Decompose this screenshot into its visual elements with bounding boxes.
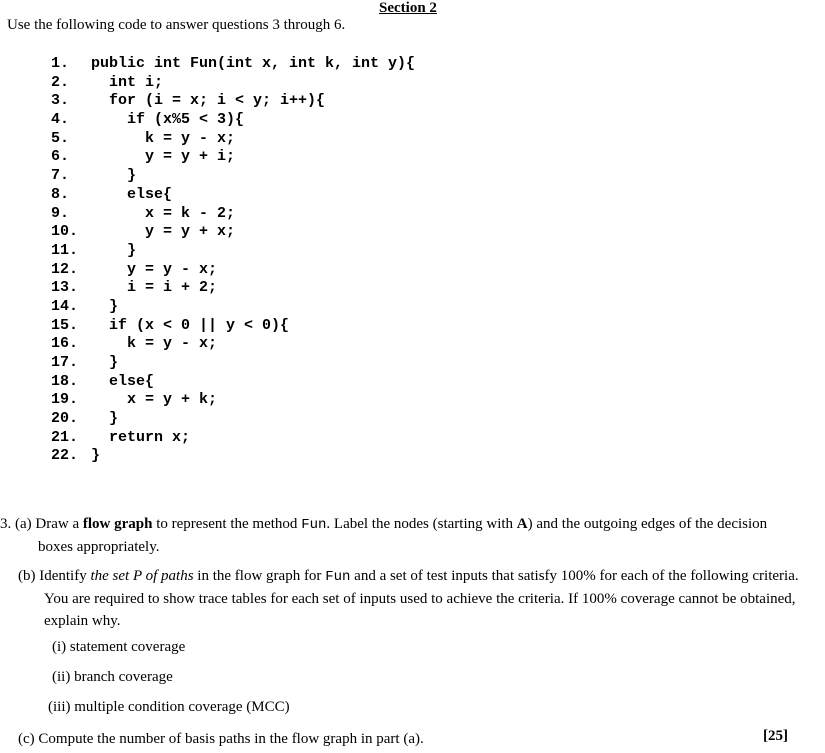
code-line-number: 5. — [51, 129, 70, 147]
code-line-text: k = y - x; — [91, 129, 236, 147]
code-line-text: x = y + k; — [91, 391, 218, 409]
code-line-number: 10. — [51, 223, 79, 241]
code-line-text: if (x < 0 || y < 0){ — [91, 316, 290, 334]
q3b-italic-paths: the set P of paths — [90, 568, 194, 584]
code-line-number: 18. — [51, 372, 79, 390]
code-line-text: for (i = x; i < y; i++){ — [91, 92, 326, 110]
code-line-number: 2. — [51, 73, 70, 91]
question-3b — [18, 565, 818, 632]
code-line-number: 9. — [51, 204, 70, 222]
code-line — [51, 55, 415, 74]
code-line-number: 17. — [51, 354, 79, 371]
code-line-text: i = i + 2; — [91, 279, 218, 297]
question-3a — [0, 513, 805, 558]
q3b-prefix: (b) Identify — [18, 568, 91, 584]
code-line — [51, 242, 415, 261]
code-line — [51, 130, 415, 149]
q3b-suffix: and a set of test inputs that satisfy 100% for each of the following criteria. You are required to show trace tables for each set of inputs used to achieve the criteria. If 100% coverage cannot be obtained, explain why. — [44, 568, 799, 629]
code-line — [51, 373, 415, 392]
code-line-text: int i; — [91, 73, 164, 91]
code-line — [51, 447, 415, 466]
code-line-text: } — [91, 241, 137, 259]
code-line — [51, 317, 415, 336]
code-line-text: else{ — [91, 372, 155, 390]
code-line — [51, 335, 415, 354]
code-line-text: if (x%5 < 3){ — [91, 111, 245, 129]
code-line-text: } — [91, 447, 101, 465]
q3a-bold-flow-graph: flow graph — [82, 516, 153, 532]
code-line-number: 22. — [51, 447, 79, 465]
code-line-number: 7. — [51, 167, 70, 185]
code-line-number: 21. — [51, 428, 79, 446]
code-line-text: y = y + x; — [91, 223, 236, 241]
code-line — [51, 279, 415, 298]
code-line-number: 13. — [51, 279, 79, 297]
code-line-number: 4. — [51, 111, 70, 129]
code-line-number: 6. — [51, 148, 70, 166]
code-line — [51, 167, 415, 186]
q3a-bold-a: A — [516, 516, 528, 532]
code-line-number: 12. — [51, 260, 79, 278]
q3b-item-statement: (i) statement coverage — [52, 639, 186, 655]
q3b-item-branch: (ii) branch coverage — [52, 669, 173, 685]
code-line — [51, 111, 415, 130]
code-line — [51, 148, 415, 167]
code-line-number: 8. — [51, 185, 70, 203]
code-line — [51, 354, 415, 373]
code-line-number: 3. — [51, 92, 70, 110]
code-line-number: 1. — [51, 55, 70, 72]
q3a-method-name: Fun — [301, 517, 327, 533]
code-line-number: 20. — [51, 410, 79, 428]
code-line — [51, 205, 415, 224]
q3b-mid1: in the flow graph for — [193, 568, 326, 584]
code-line-text: public int Fun(int x, int k, int y){ — [91, 55, 416, 72]
intro-text: Use the following code to answer questions 3 through 6. — [7, 17, 346, 33]
q3a-prefix: 3. (a) Draw a — [0, 516, 83, 532]
q3a-suffix: ) and the outgoing edges of the decision boxes appropriately. — [38, 516, 768, 555]
code-line-text: y = y + i; — [91, 148, 236, 166]
code-line — [51, 429, 415, 448]
code-line-text: k = y - x; — [91, 335, 218, 353]
code-line-text: } — [91, 167, 137, 185]
code-line — [51, 223, 415, 242]
code-line — [51, 261, 415, 280]
code-line-text: } — [91, 410, 119, 428]
code-listing — [51, 55, 415, 466]
marks-badge: [25] — [763, 728, 788, 744]
code-line-text: y = y - x; — [91, 260, 218, 278]
code-line — [51, 298, 415, 317]
code-line-number: 19. — [51, 391, 79, 409]
code-line-text: return x; — [91, 428, 191, 446]
code-line-text: } — [91, 297, 119, 315]
code-line-number: 16. — [51, 335, 79, 353]
q3a-mid2: . Label the nodes (starting with — [326, 516, 517, 532]
code-line — [51, 410, 415, 429]
code-line-number: 11. — [51, 241, 79, 259]
code-line-text: x = k - 2; — [91, 204, 236, 222]
question-3c: (c) Compute the number of basis paths in the flow graph in part (a). — [18, 731, 424, 747]
section-title: Section 2 — [379, 0, 437, 16]
code-line-text: else{ — [91, 185, 173, 203]
code-line-number: 14. — [51, 297, 79, 315]
code-line-text: } — [91, 354, 119, 371]
q3b-method-name: Fun — [325, 569, 351, 585]
code-line — [51, 92, 415, 111]
q3a-mid1: to represent the method — [152, 516, 302, 532]
code-line — [51, 74, 415, 93]
code-line-number: 15. — [51, 316, 79, 334]
q3b-item-mcc: (iii) multiple condition coverage (MCC) — [48, 699, 290, 715]
code-line — [51, 391, 415, 410]
code-line — [51, 186, 415, 205]
